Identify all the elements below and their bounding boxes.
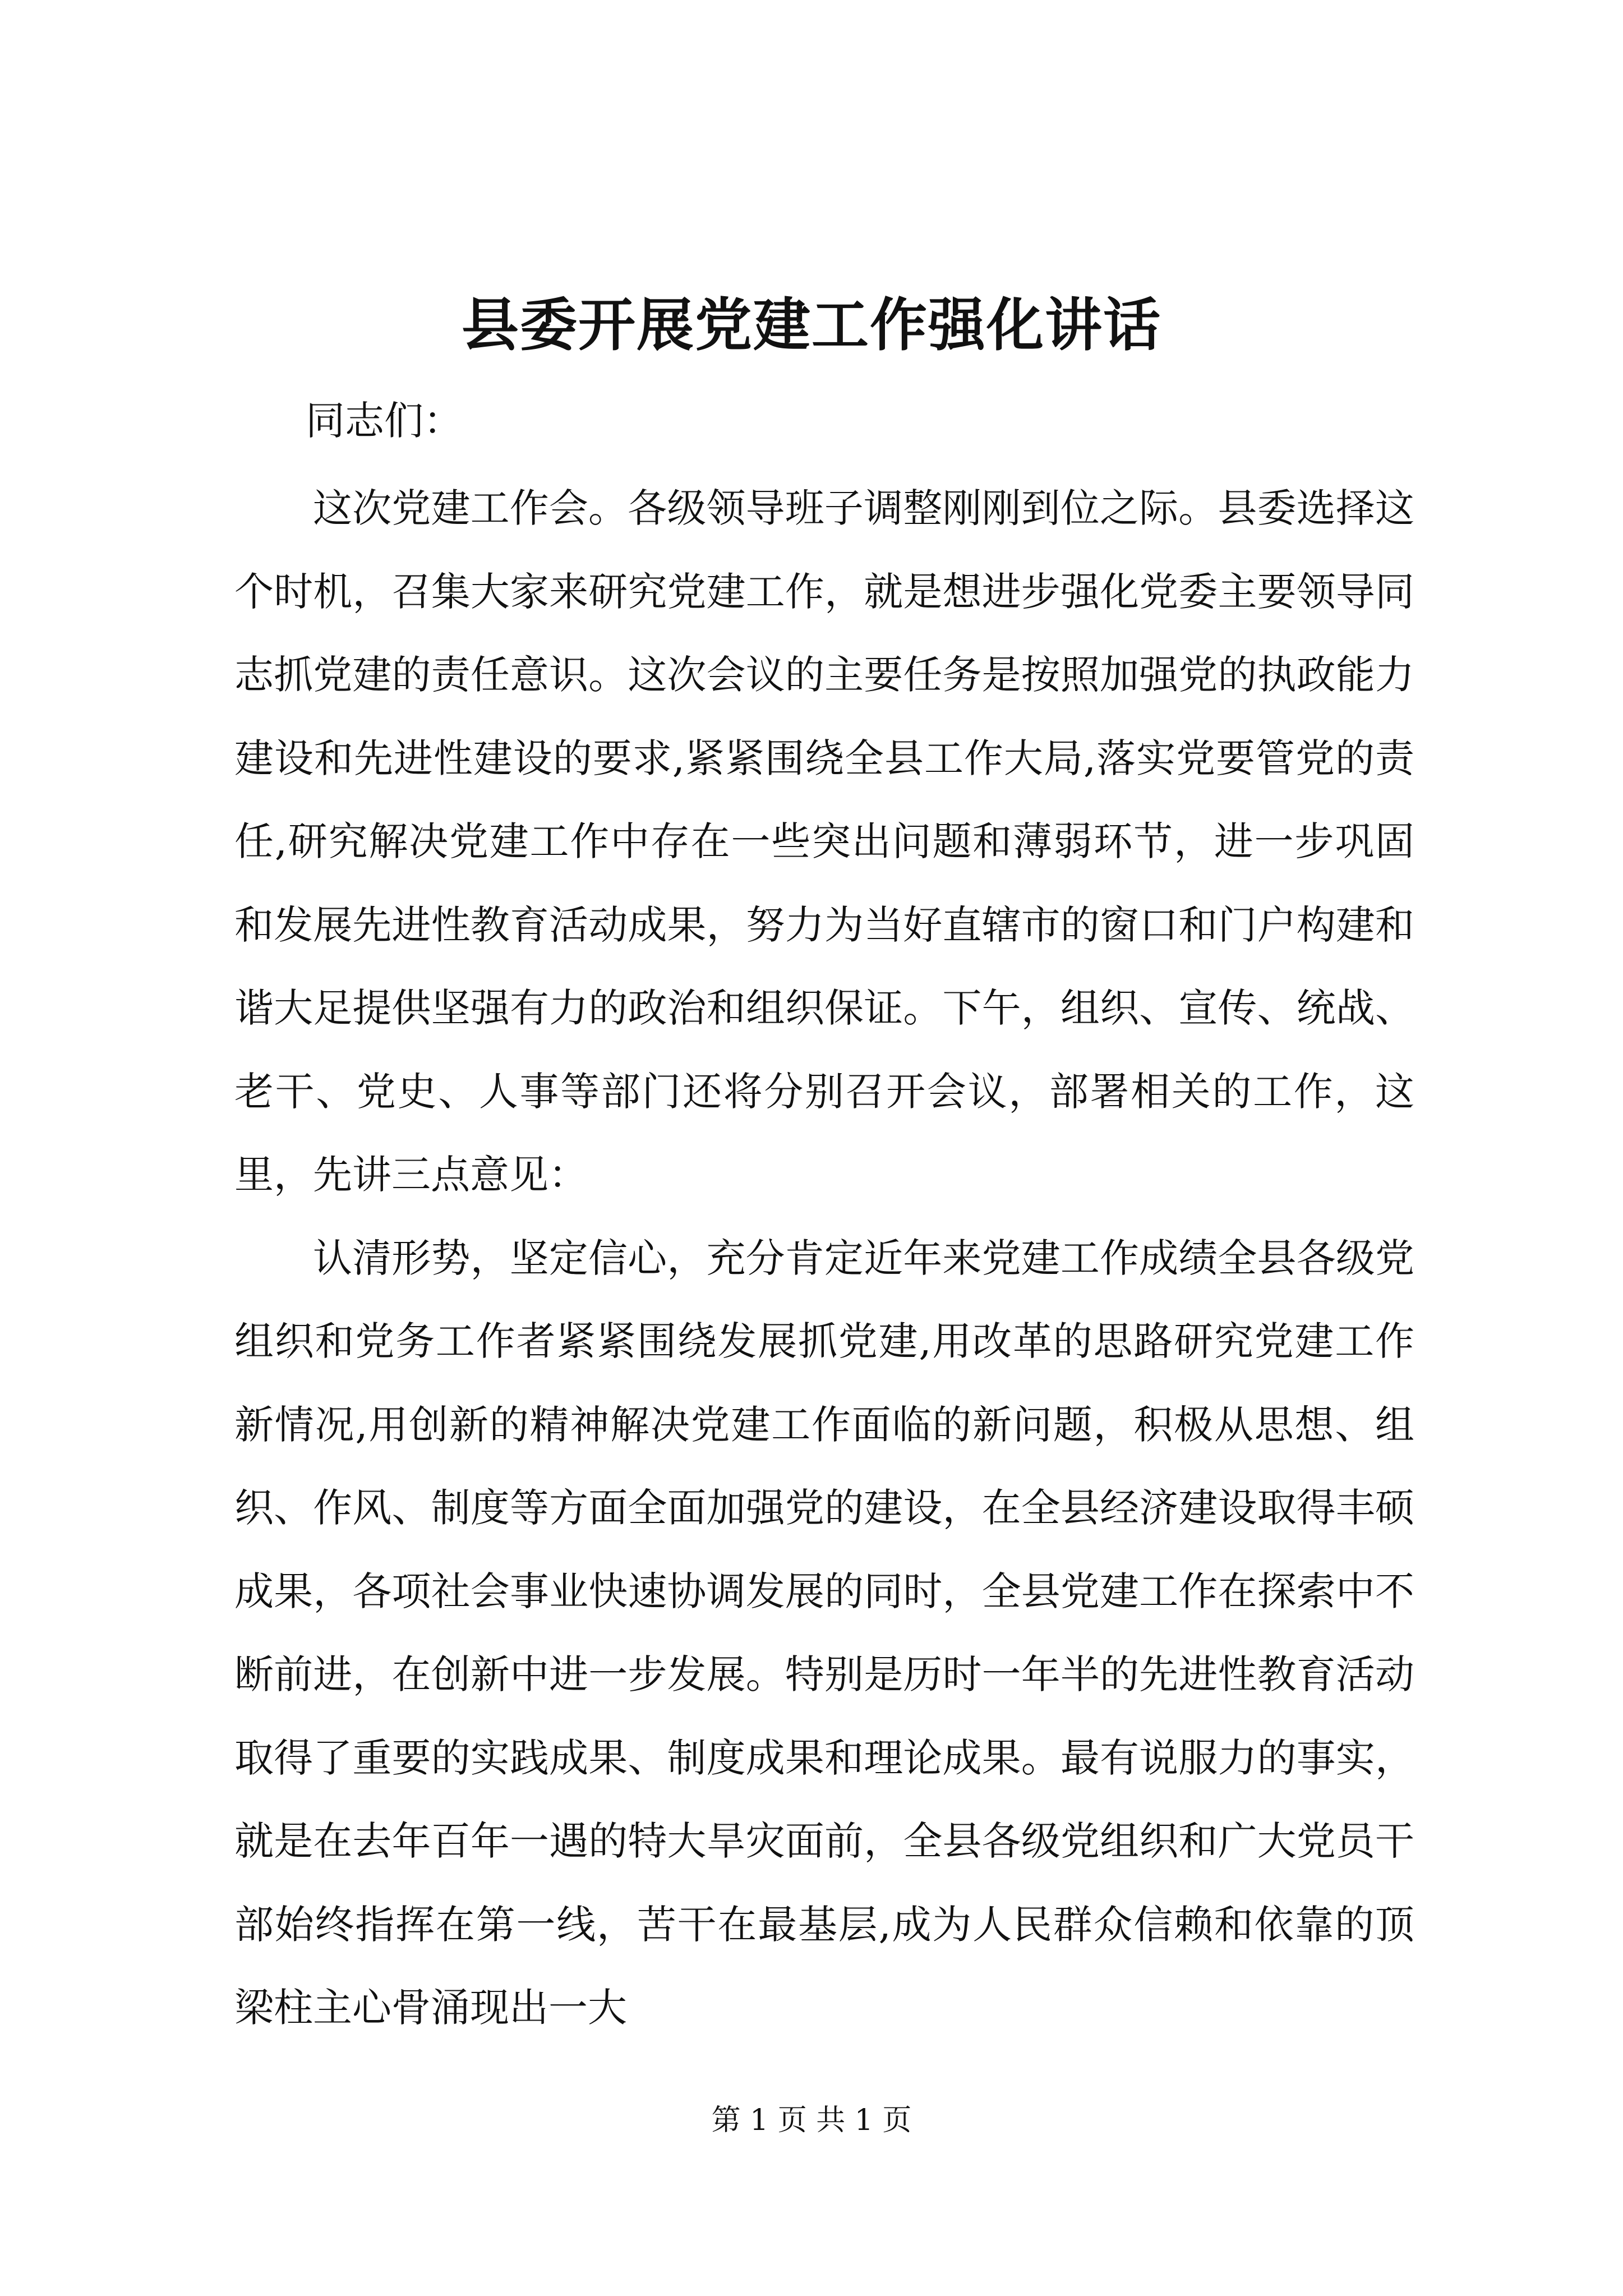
paragraph-situation: 认清形势，坚定信心，充分肯定近年来党建工作成绩全县各级党组织和党务工作者紧紧围绕发展抓党建,用改革的思路研究党建工作新情况,用创新的精神解决党建工作面临的新问题，积极从思想、组织、作风、制度等方面全面加强党的建设，在全县经济建设取得丰硕成果，各项社会事业快速协调发展的同时，全县党建工作在探索中不断前进，在创新中进一步发展。特别是历时一年半的先进性教育活动取得了重要的实践成果、制度成果和理论成果。最有说服力的事实，就是在去年百年一遇的特大旱灾面前，全县各级党组织和广大党员干部始终指挥在第一线，苦干在最基层,成为人民群众信赖和依靠的顶梁柱主心骨涌现出一大 [234,1235,1414,2031]
page-footer: 第 1 页 共 1 页 [711,2104,912,2137]
document-title: 县委开展党建工作强化讲话 [462,292,1161,359]
paragraph-opening: 这次党建工作会。各级领导班子调整刚刚到位之际。县委选择这个时机，召集大家来研究党建工作，就是想进步强化党委主要领导同志抓党建的责任意识。这次会议的主要任务是按照加强党的执政能力建设和先进性建设的要求,紧紧围绕全县工作大局,落实党要管党的责任,研究解决党建工作中存在一些突出问题和薄弱环节，进一步巩固和发展先进性教育活动成果，努力为当好直辖市的窗口和门户构建和谐大足提供坚强有力的政治和组织保证。下午，组织、宣传、统战、老干、党史、人事等部门还将分别召开会议，部署相关的工作，这里，先讲三点意见： [234,485,1414,1198]
document-body [234,467,1414,2050]
greeting: 同志们： [306,398,463,444]
